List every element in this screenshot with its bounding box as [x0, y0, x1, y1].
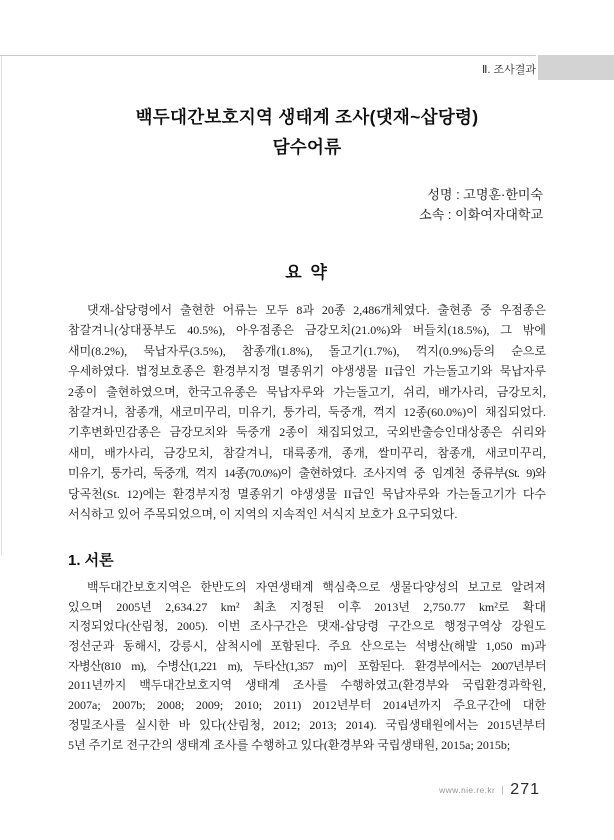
abstract-line: 미유기, 퉁가리, 둑중개, 꺽지 14종(70.0%)이 출현하였다. 조사지역 중 임계천 중류부(St. 9)와	[68, 466, 546, 481]
footer-divider	[502, 786, 503, 795]
intro-line: 있으며 2005년 2,634.27 km² 최초 지정된 이후 2013년 2,750.77 km²로 확대	[68, 599, 546, 614]
document-title-line1: 백두대간보호지역 생태계 조사(댓재~삽당령)	[135, 107, 479, 127]
section-tab-marker	[538, 55, 614, 80]
footer-website: www.nie.re.kr	[439, 785, 496, 795]
document-title-line2: 담수어류	[272, 137, 342, 157]
author-block	[0, 185, 543, 224]
footer-page-number: 271	[510, 781, 540, 798]
intro-line: 자병산(810 m), 수병산(1,221 m), 두타산(1,357 m)이 포함된다. 환경부에서는 2007년부터	[68, 658, 546, 673]
document-title	[0, 102, 614, 162]
intro-line: 2011년까지 백두대간보호지역 생태계 조사를 수행하였고(환경부와 국립환경과학원,	[68, 678, 546, 693]
header-section-label: Ⅱ. 조사결과	[481, 64, 536, 76]
abstract-line: 참갈겨니, 참종개, 새코미꾸리, 미유기, 퉁가리, 둑중개, 꺽지 12종(60.0%)이 채집되었다.	[68, 404, 546, 419]
intro-line: 정밀조사를 실시한 바 있다(산림청, 2012; 2013; 2014). 국립생태원에서는 2015년부터	[68, 717, 546, 732]
abstract-line: 새미, 배가사리, 금강모치, 참갈겨니, 대륙종개, 종개, 쌀미꾸리, 참종개, 새코미꾸리,	[68, 445, 546, 460]
header-rule	[0, 55, 536, 56]
intro-line: 5년 주기로 전구간의 생태계 조사를 수행하고 있다(환경부와 국립생태원, 2015a; 2015b;	[68, 737, 511, 752]
abstract-line: 새미(8.2%), 묵납자루(3.5%), 참종개(1.8%), 돌고기(1.7%), 꺽지(0.9%)등의 순으로	[68, 343, 546, 358]
intro-paragraph	[68, 578, 546, 755]
section-heading-intro: 1. 서론	[68, 552, 114, 569]
intro-line: 백두대간보호지역은 한반도의 자연생태계 핵심축으로 생물다양성의 보고로 알려져	[87, 580, 546, 594]
abstract-line: 서식하고 있어 주목되었으며, 이 지역의 지속적인 서식지 보호가 요구되었다.	[68, 506, 458, 521]
page-footer	[0, 781, 540, 799]
abstract-line: 댓재-삽당령에서 출현한 어류는 모두 8과 20종 2,486개체였다. 출현종 중 우점종은	[87, 303, 546, 317]
intro-line: 지정되었다(산림청, 2005). 이번 조사구간은 댓재-삽당령 구간으로 행정구역상 강원도	[68, 619, 546, 634]
intro-line: 2007a; 2007b; 2008; 2009; 2010; 2011) 2012년부터 2014년까지 주요구간에 대한	[68, 698, 546, 713]
abstract-line: 2종이 출현하였으며, 한국고유종은 묵납자루와 가는돌고기, 쉬리, 배가사리, 금강모치,	[68, 384, 546, 399]
abstract-line: 우세하였다. 법정보호종은 환경부지정 멸종위기 야생생물 II급인 가는돌고기와 묵납자루	[68, 364, 546, 379]
intro-line: 정선군과 동해시, 강릉시, 삼척시에 포함된다. 주요 산으로는 석병산(해발 1,050 m)과	[68, 639, 546, 654]
abstract-paragraph	[68, 300, 546, 524]
abstract-line: 기후변화민감종은 금강모치와 둑중개 2종이 채집되었고, 국외반출승인대상종은 쉬리와	[68, 425, 546, 440]
author-affiliation-line: 소속 : 이화여자대학교	[419, 206, 543, 222]
author-name-line: 성명 : 고명훈·한미숙	[427, 187, 543, 202]
abstract-line: 당곡천(St. 12)에는 환경부지정 멸종위기 야생생물 II급인 묵납자루와 가는돌고기가 다수	[68, 486, 546, 501]
abstract-line: 참갈겨니(상대풍부도 40.5%), 아우점종은 금강모치(21.0%)와 버들치(18.5%), 그 밖에	[68, 323, 546, 338]
abstract-heading: 요 약	[285, 263, 329, 282]
